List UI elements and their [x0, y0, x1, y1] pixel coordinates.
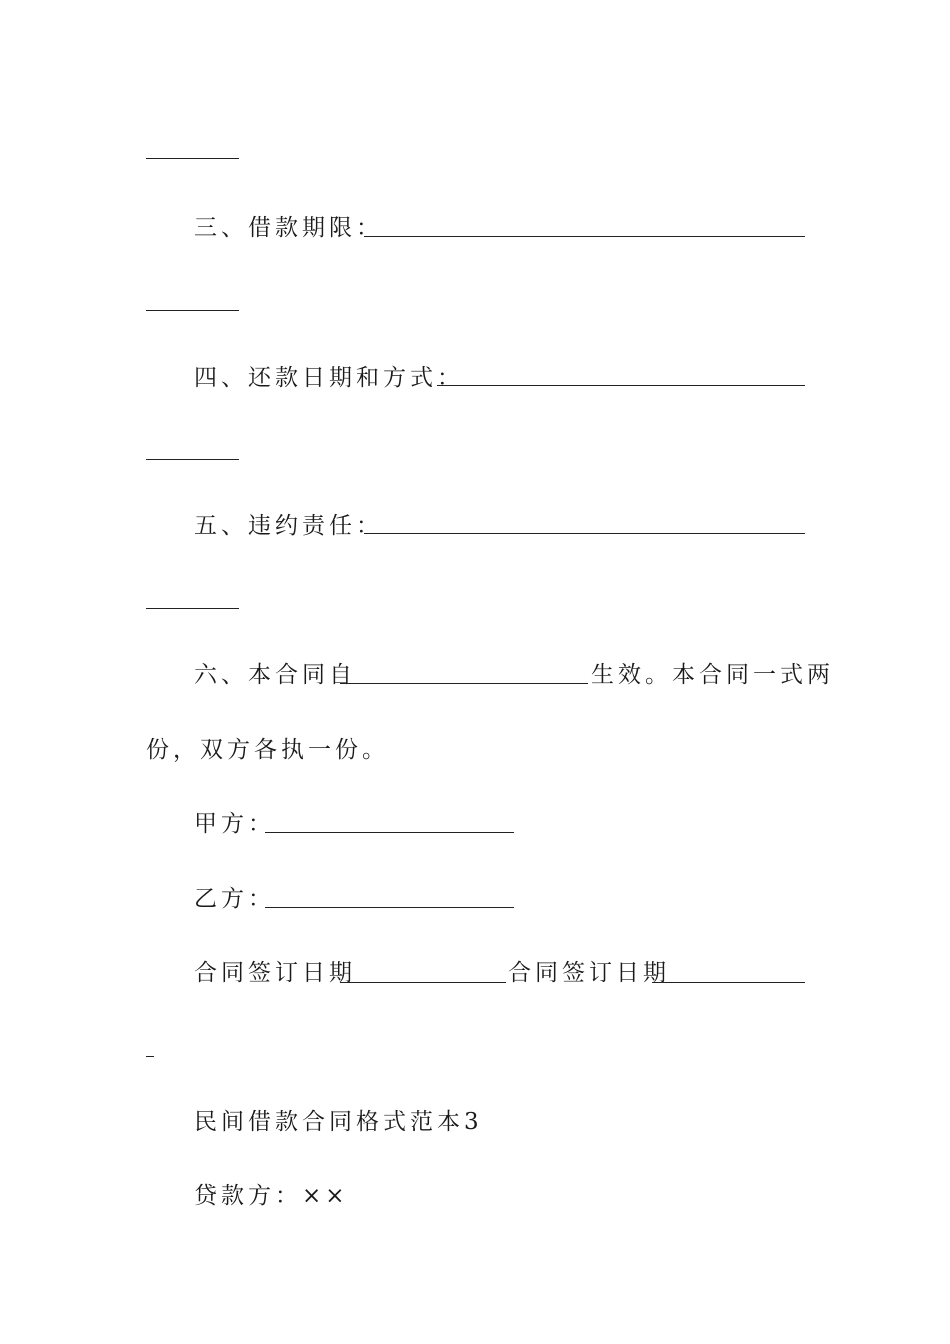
- party-a-label: 甲方：: [194, 811, 275, 837]
- sign-date-blank-2[interactable]: [652, 982, 805, 983]
- blank-line-continuation: [146, 1056, 154, 1057]
- clause-term-blank[interactable]: [364, 236, 805, 237]
- template-title: 民间借款合同格式范本3: [194, 1109, 483, 1135]
- lender-line: 贷款方：××: [194, 1183, 349, 1209]
- blank-line-continuation: [146, 310, 239, 311]
- clause-effective-continuation: 份，双方各执一份。: [146, 737, 389, 763]
- party-b-blank[interactable]: [265, 907, 514, 908]
- party-b-label: 乙方：: [194, 886, 275, 912]
- sign-date-label-2: 合同签订日期: [508, 960, 670, 986]
- clause-repayment-label: 四、还款日期和方式：: [194, 365, 464, 391]
- sign-date-blank-1[interactable]: [340, 982, 506, 983]
- clause-repayment-blank[interactable]: [437, 385, 805, 386]
- clause-effective-prefix: 六、本合同自: [194, 662, 356, 688]
- clause-liability-label: 五、违约责任：: [194, 513, 383, 539]
- clause-liability-blank[interactable]: [364, 533, 805, 534]
- sign-date-label-1: 合同签订日期: [194, 960, 356, 986]
- clause-effective-date-blank[interactable]: [340, 683, 588, 684]
- blank-line-continuation: [146, 158, 239, 159]
- blank-line-continuation: [146, 608, 239, 609]
- clause-term-label: 三、借款期限：: [194, 215, 383, 241]
- party-a-blank[interactable]: [265, 832, 514, 833]
- blank-line-continuation: [146, 459, 239, 460]
- clause-effective-suffix: 生效。本合同一式两: [591, 662, 834, 688]
